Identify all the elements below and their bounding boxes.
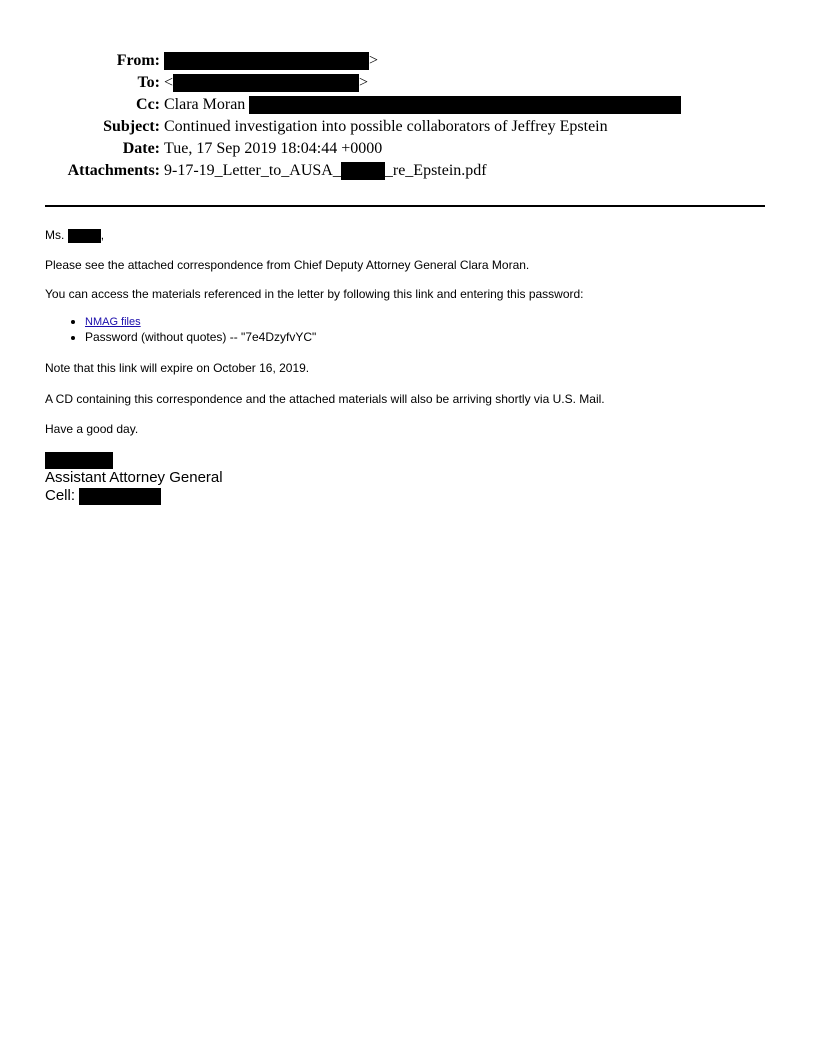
paragraph-mail: A CD containing this correspondence and the attached materials will also be arriving shortly via U.S. Mail. (45, 392, 605, 406)
redaction-block (173, 74, 359, 92)
redaction-block (45, 452, 113, 469)
attachments-label: Attachments: (67, 162, 160, 179)
redaction-block (249, 96, 681, 114)
date-value: Tue, 17 Sep 2019 18:04:44 +0000 (164, 140, 383, 157)
date-label: Date: (122, 140, 160, 157)
signature (45, 451, 223, 505)
cc-label: Cc: (136, 96, 160, 113)
nmag-files-link[interactable]: NMAG files (85, 316, 141, 328)
paragraph-correspondence: Please see the attached correspondence from Chief Deputy Attorney General Clara Moran. (45, 258, 530, 272)
redaction-block (79, 488, 161, 505)
paragraph-expiry: Note that this link will expire on October 16, 2019. (45, 361, 310, 375)
subject-label: Subject: (103, 118, 160, 135)
access-list (45, 314, 765, 345)
attachment-suffix: _re_Epstein.pdf (384, 162, 487, 179)
attachment-file[interactable] (164, 160, 487, 182)
list-item: • Password (without quotes) -- "7e4DzyfvYC" (85, 330, 765, 345)
greeting-text: Ms. (45, 228, 65, 242)
cc-name: Clara Moran (164, 96, 246, 113)
to-label: To: (137, 74, 160, 91)
from-label: From: (116, 52, 160, 69)
from-row (0, 50, 816, 72)
to-value (164, 72, 368, 94)
email-body (45, 227, 765, 437)
attachments-row (0, 160, 816, 182)
to-row (0, 72, 816, 94)
to-suffix: > (359, 74, 369, 91)
paragraph-closing: Have a good day. (45, 422, 139, 436)
cc-value (164, 94, 681, 116)
header-divider (45, 205, 765, 207)
cc-row (0, 94, 816, 116)
signature-title: Assistant Attorney General (45, 469, 223, 486)
greeting (45, 227, 765, 244)
from-suffix: > (369, 52, 379, 69)
subject-row (0, 116, 816, 138)
greeting-punct: , (100, 228, 105, 242)
to-prefix: < (164, 74, 174, 91)
attachment-prefix: 9-17-19_Letter_to_AUSA_ (164, 162, 341, 179)
signature-name-redacted (45, 451, 223, 469)
subject-value: Continued investigation into possible collaborators of Jeffrey Epstein (164, 118, 608, 135)
list-item (85, 314, 765, 330)
redaction-block (341, 162, 385, 180)
date-row (0, 138, 816, 160)
redaction-block (68, 229, 101, 243)
cell-label: Cell: (45, 487, 76, 504)
email-header (0, 50, 816, 182)
paragraph-access: You can access the materials referenced in the letter by following this link and entering this password: (45, 287, 584, 301)
from-value (164, 50, 378, 72)
signature-cell (45, 487, 223, 505)
redaction-block (164, 52, 369, 70)
